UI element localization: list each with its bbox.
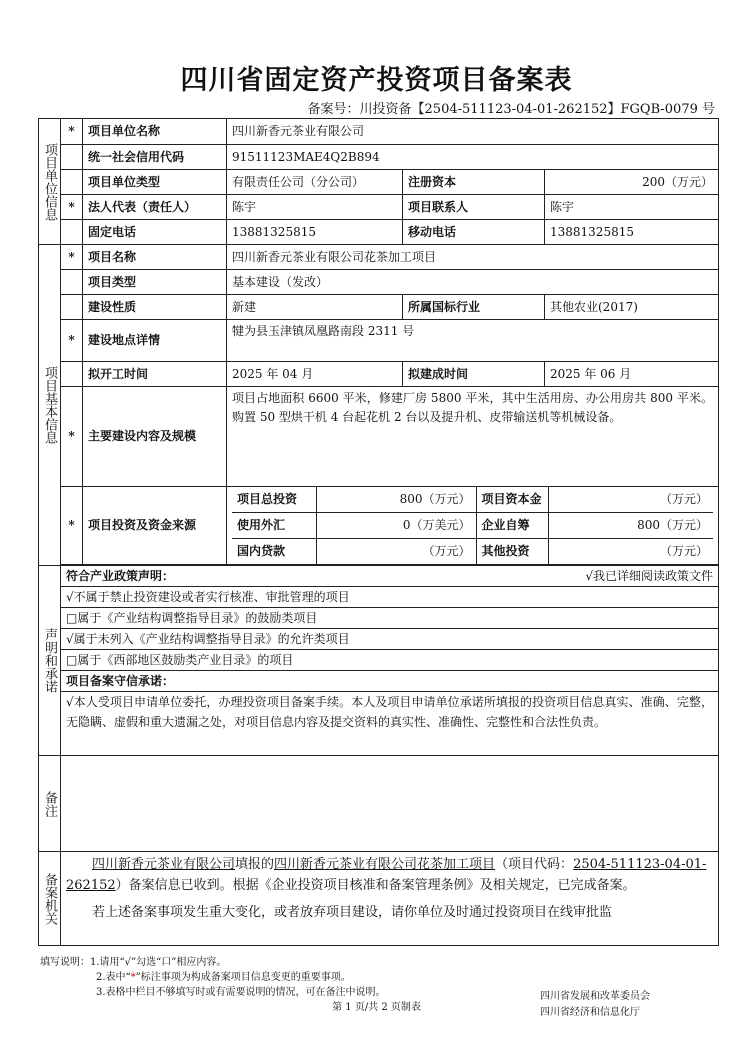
capital-label: 注册资本 (403, 170, 545, 195)
legal-rep-label: 法人代表（责任人） (83, 195, 227, 220)
capital-value: 200（万元） (545, 170, 719, 195)
authority-text: （项目代码： (495, 857, 574, 872)
capital-fund-label: 项目资本金 (476, 487, 548, 513)
authority-paragraph-1 (66, 854, 713, 896)
note-text: ”标注事项为构成备案项目信息变更的重要事项。 (135, 972, 351, 983)
project-name-value: 四川新香元茶业有限公司花茶加工项目 (227, 245, 719, 270)
section-basic-info: 项目基本信息 (39, 245, 61, 566)
other-invest-value: （万元） (548, 539, 713, 565)
end-date-label: 拟建成时间 (403, 362, 545, 387)
required-mark: * (61, 320, 83, 362)
declaration-item: √不属于禁止投资建设或者实行核准、审批管理的项目 (61, 587, 719, 608)
project-name-label: 项目名称 (83, 245, 227, 270)
page-title: 四川省固定资产投资项目备案表 (180, 65, 573, 96)
unit-name-label: 项目单位名称 (83, 119, 227, 145)
contact-label: 项目联系人 (403, 195, 545, 220)
authority-text: 填报的 (235, 857, 275, 872)
required-mark: * (61, 119, 83, 145)
required-mark: * (61, 245, 83, 270)
phone-value: 13881325815 (227, 220, 403, 245)
record-table (38, 118, 719, 946)
commitment-text: √本人受项目申请单位委托，办理投资项目备案手续。本人及项目申请单位承诺所填报的投资项目信息真实、准确、完整，无隐瞒、虚假和重大遗漏之处，对项目信息内容及提交资料的真实性、准确性、完整性和合法性负责。 (61, 692, 719, 756)
foreign-exchange-value: 0（万美元） (316, 513, 476, 539)
issuer: 四川省发展和改革委员会 (540, 991, 650, 1002)
required-mark: * (61, 195, 83, 220)
unit-type-value: 有限责任公司（分公司） (227, 170, 403, 195)
domestic-loan-value: （万元） (316, 539, 476, 565)
authority-paragraph-2: 若上述备案事项发生重大变化，或者放弃项目建设，请你单位及时通过投资项目在线审批监 (92, 905, 613, 920)
nature-label: 建设性质 (83, 295, 227, 320)
self-raised-value: 800（万元） (548, 513, 713, 539)
declaration-item: □属于《产业结构调整指导目录》的鼓励类项目 (61, 608, 719, 629)
policy-declaration-label: 符合产业政策声明： (66, 568, 175, 583)
required-mark: * (61, 487, 83, 565)
policy-read-check: √我已详细阅读政策文件 (585, 569, 713, 583)
note-3: 3.表格中栏目不够填写时或有需要说明的情况，可在备注中说明。 (96, 987, 386, 998)
contact-value: 陈宇 (545, 195, 719, 220)
fill-instructions (40, 955, 386, 1000)
mobile-value: 13881325815 (545, 220, 719, 245)
declaration-item: √属于未列入《产业结构调整指导目录》的允许类项目 (61, 629, 719, 650)
other-invest-label: 其他投资 (476, 539, 548, 565)
content-value: 项目占地面积 6600 平米，修建厂房 5800 平米，其中生活用房、办公用房共 800 平米。购置 50 型烘干机 4 台起花机 2 台以及提升机、皮带输送机等机械设备。 (227, 387, 719, 487)
project-name-underlined: 四川新香元茶业有限公司花茶加工项目 (274, 857, 496, 872)
capital-fund-value: （万元） (548, 487, 713, 513)
content-label: 主要建设内容及规模 (83, 387, 227, 487)
note-text: 2.表中“ (96, 972, 131, 983)
phone-label: 固定电话 (83, 220, 227, 245)
industry-label: 所属国标行业 (403, 295, 545, 320)
industry-value: 其他农业(2017) (545, 295, 719, 320)
location-label: 建设地点详情 (83, 320, 227, 362)
total-invest-label: 项目总投资 (232, 487, 316, 513)
project-code-underlined: 2504-511123-04-01-262152 (66, 857, 707, 893)
legal-rep-value: 陈宇 (227, 195, 403, 220)
unit-name-underlined: 四川新香元茶业有限公司 (92, 857, 236, 872)
project-type-value: 基本建设（发改） (227, 270, 719, 295)
issuer: 四川省经济和信息化厅 (540, 1007, 640, 1018)
start-date-value: 2025 年 04 月 (227, 362, 403, 387)
authority-text: ）备案信息已收到。根据《企业投资项目核准和备案管理条例》及相关规定，已完成备案。 (115, 878, 636, 893)
investment-table (232, 487, 713, 564)
row-unit-name (39, 119, 719, 145)
location-value: 犍为县玉津镇凤凰路南段 2311 号 (227, 320, 719, 362)
project-type-label: 项目类型 (83, 270, 227, 295)
investment-label: 项目投资及资金来源 (83, 487, 227, 565)
commitment-label: 项目备案守信承诺： (61, 671, 719, 692)
unit-type-label: 项目单位类型 (83, 170, 227, 195)
required-mark: * (61, 387, 83, 487)
section-authority: 备案机关 (39, 852, 61, 946)
declaration-item: □属于《西部地区鼓励类产业目录》的项目 (61, 650, 719, 671)
credit-code-value: 91511123MAE4Q2B894 (227, 145, 719, 170)
section-unit-info: 项目单位信息 (39, 119, 61, 245)
unit-name-value: 四川新香元茶业有限公司 (227, 119, 719, 145)
note-star: * (130, 972, 136, 983)
note-1: 填写说明：1.请用“√”勾选“口”相应内容。 (40, 957, 227, 968)
section-remark: 备注 (39, 756, 61, 852)
issuing-authorities (540, 989, 650, 1021)
remark-value (61, 756, 719, 852)
total-invest-value: 800（万元） (316, 487, 476, 513)
section-declaration: 声明和承诺 (39, 566, 61, 756)
credit-code-label: 统一社会信用代码 (83, 145, 227, 170)
page-number: 第 1 页/共 2 页制表 (332, 1002, 421, 1013)
record-number: 备案号：川投资备【2504-511123-04-01-262152】FGQB-0079 号 (307, 102, 715, 117)
start-date-label: 拟开工时间 (83, 362, 227, 387)
self-raised-label: 企业自筹 (476, 513, 548, 539)
mobile-label: 移动电话 (403, 220, 545, 245)
domestic-loan-label: 国内贷款 (232, 539, 316, 565)
nature-value: 新建 (227, 295, 403, 320)
note-2 (40, 970, 386, 985)
foreign-exchange-label: 使用外汇 (232, 513, 316, 539)
end-date-value: 2025 年 06 月 (545, 362, 719, 387)
